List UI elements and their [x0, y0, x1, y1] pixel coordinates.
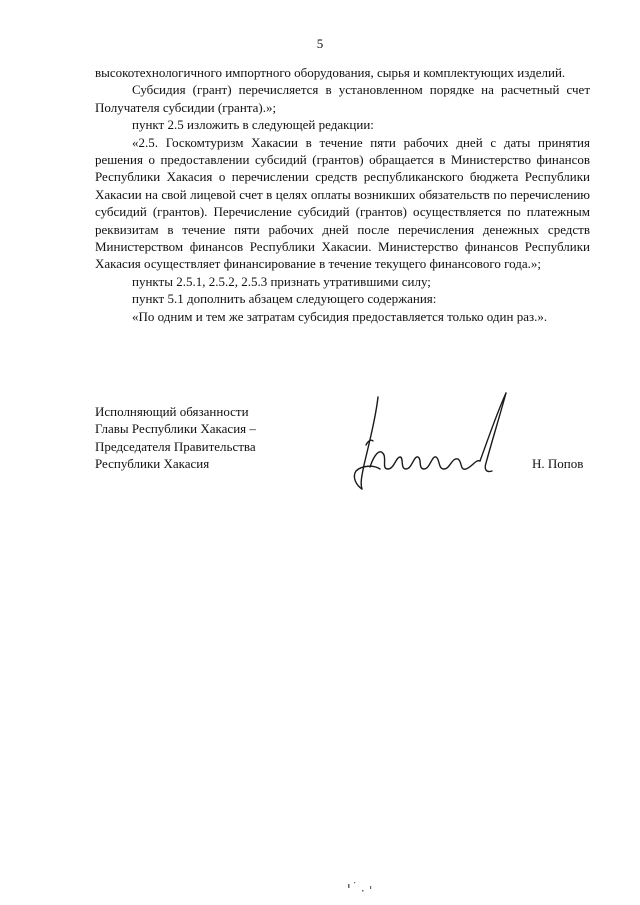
paragraph-7: «По одним и тем же затратам субсидия предоставляется только один раз.».: [132, 308, 548, 324]
signatory-position: [95, 403, 295, 473]
paragraph-1: высокотехнологичного импортного оборудования, сырья и комплектующих изделий.: [95, 65, 566, 80]
paragraph-6: пункт 5.1 дополнить абзацем следующего содержания:: [132, 291, 437, 307]
signer-name: Н. Попов: [532, 456, 584, 471]
position-line-3: Председателя Правительства: [95, 438, 256, 454]
paragraph-4: «2.5. Госкомтуризм Хакасии в течение пяти рабочих дней с даты принятия решения о предоставлении субсидий (грантов) обращается в Министерство финансов Республики Хакасия о перечислении средств республиканского бюджета Республики Хакасии на свой лицевой счет в целях оплаты возникших обязательств по перечислению субсидий (грантов). Перечисление субсидий (грантов) осуществляется по платежным реквизитам в течение пяти рабочих дней после перечисления денежных средств Министерством финансов Республики Хакасии. Министерство финансов Республики Хакасия осуществляет финансирование в течение текущего финансового года.»;: [95, 134, 590, 272]
position-line-1: Исполняющий обязанности: [95, 404, 249, 419]
paragraph-3: пункт 2.5 изложить в следующей редакции:: [132, 117, 374, 133]
position-line-2: Главы Республики Хакасия –: [95, 421, 256, 437]
paragraph-5: пункты 2.5.1, 2.5.2, 2.5.3 признать утратившими силу;: [132, 273, 431, 289]
paragraph-2: Субсидия (грант) перечисляется в установленном порядке на расчетный счет Получателя субсидии (гранта).»;: [95, 82, 590, 115]
position-line-4: Республики Хакасия: [95, 456, 210, 472]
page-number: 5: [316, 36, 324, 51]
scan-marks: [340, 880, 380, 896]
document-body: [95, 64, 590, 325]
handwritten-signature: [340, 385, 530, 495]
